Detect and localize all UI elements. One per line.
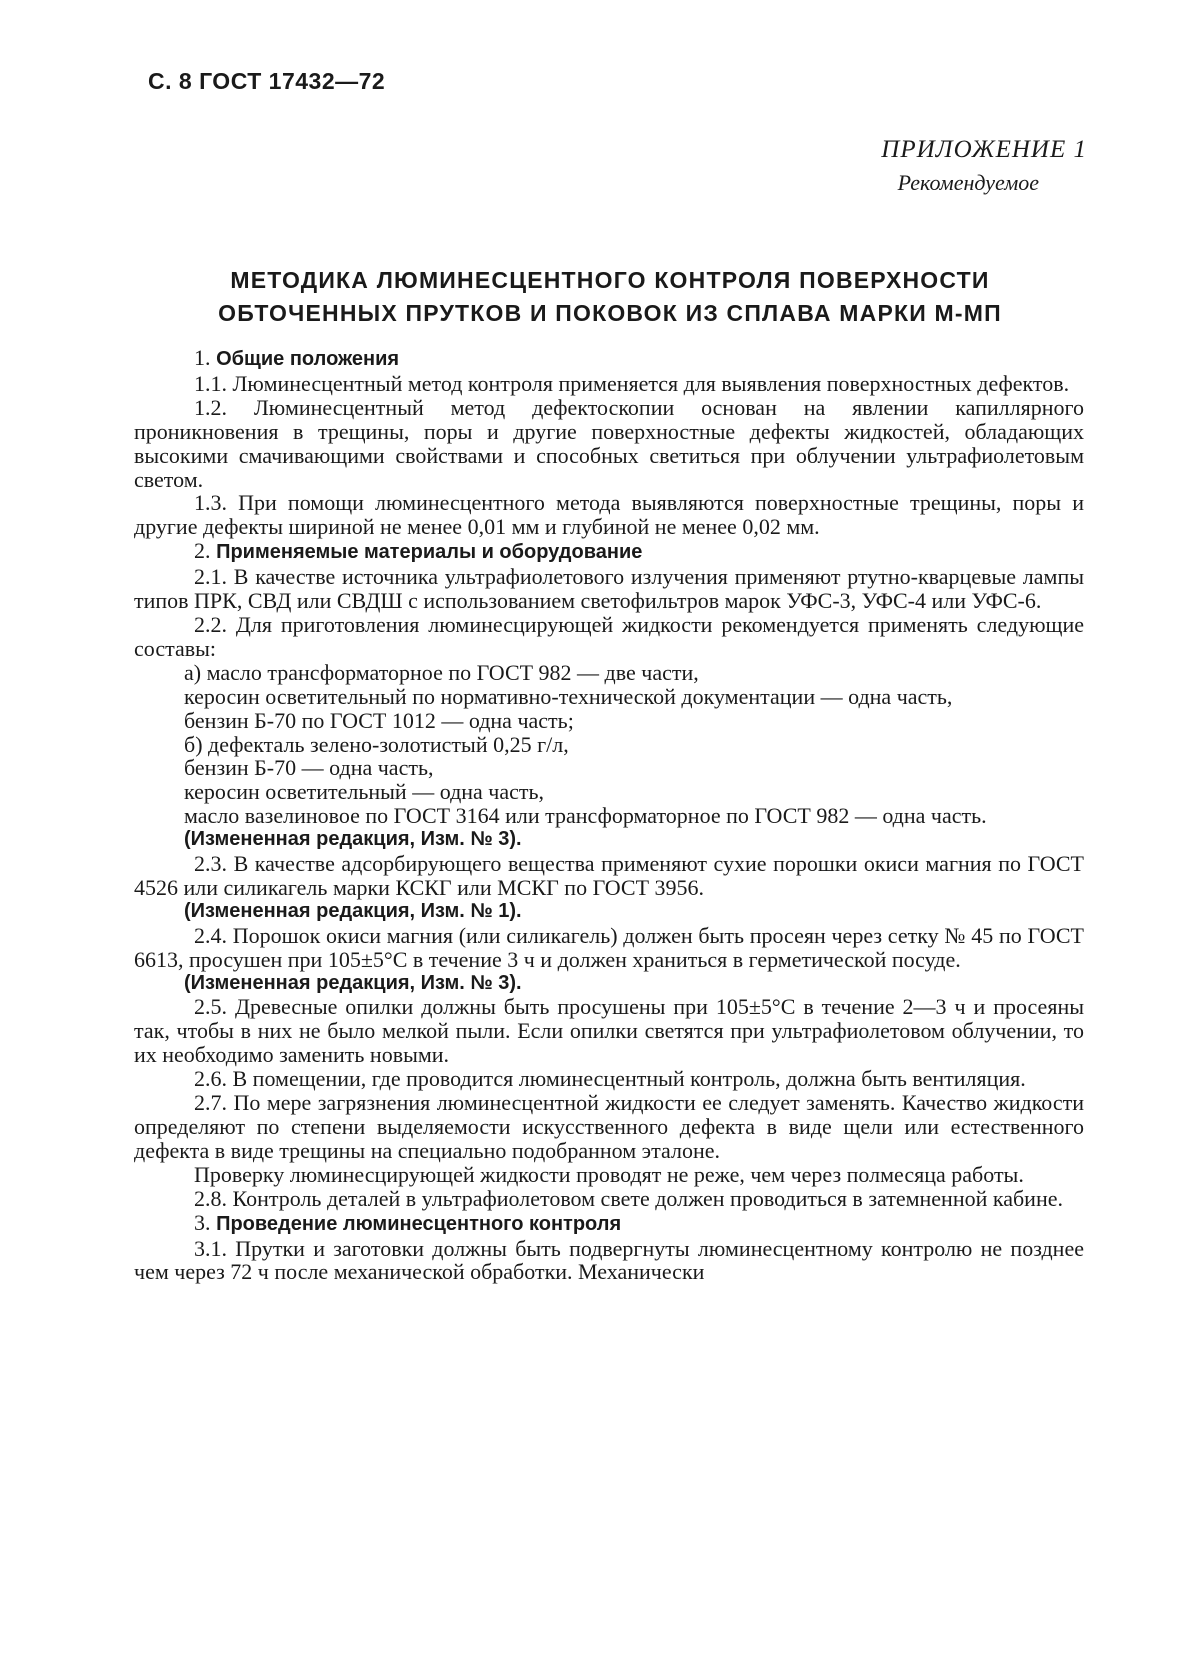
list-item: а) масло трансформаторное по ГОСТ 982 — две части, [184, 659, 699, 685]
appendix-label [881, 136, 1087, 196]
section-title: Применяемые материалы и оборудование [216, 541, 643, 564]
document-body [134, 346, 1084, 1284]
paragraph-2-7-b: Проверку люминесцирующей жидкости проводят не реже, чем через полмесяца работы. [194, 1161, 1024, 1187]
amendment-note: (Измененная редакция, Изм. № 3). [184, 828, 522, 851]
section-number: 1. [194, 345, 211, 370]
paragraph-1-1: 1.1. Люминесцентный метод контроля применяется для выявления поверхностных дефектов. [194, 370, 1070, 396]
title-line-1: МЕТОДИКА ЛЮМИНЕСЦЕНТНОГО КОНТРОЛЯ ПОВЕРХНОСТИ [230, 267, 990, 293]
amendment-note: (Измененная редакция, Изм. № 1). [184, 899, 522, 922]
section-number: 2. [194, 538, 211, 564]
paragraph-1-2: 1.2. Люминесцентный метод дефектоскопии основан на явлении капиллярного проникновения в трещины, поры и другие поверхностные дефекты жидкостей, обладающих высокими смачивающими свойствами и способных светиться при облучении ультрафиолетовым светом. [134, 394, 1084, 492]
section-heading-3 [194, 1211, 1084, 1237]
section-heading-1 [194, 346, 1084, 372]
list-item: масло вазелиновое по ГОСТ 3164 или трансформаторное по ГОСТ 982 — одна часть. [184, 803, 987, 829]
list-item: керосин осветительный по нормативно-технической документации — одна часть, [184, 683, 953, 709]
paragraph-2-3: 2.3. В качестве адсорбирующего вещества применяют сухие порошки окиси магния по ГОСТ 4526 или силикагель марки КСКГ или МСКГ по ГОСТ 3956. [134, 851, 1084, 900]
paragraph-2-4: 2.4. Порошок окиси магния (или силикагель) должен быть просеян через сетку № 45 по ГОСТ 6613, просушен при 105±5°С в течение 3 ч и должен храниться в герметической посуде. [134, 922, 1084, 972]
paragraph-2-8: 2.8. Контроль деталей в ультрафиолетовом свете должен проводиться в затемненной кабине. [194, 1185, 1063, 1211]
paragraph-2-7: 2.7. По мере загрязнения люминесцентной жидкости ее следует заменять. Качество жидкости определяют по степени выделяемости искусственного дефекта в виде щели или естественного дефекта в виде трещины на специально подобранном эталоне. [134, 1090, 1084, 1163]
paragraph-2-1: 2.1. В качестве источника ультрафиолетового излучения применяют ртутно-кварцевые лампы типов ПРК, СВД или СВДШ с использованием светофильтров марок УФС-3, УФС-4 или УФС-6. [134, 564, 1084, 614]
paragraph-1-3: 1.3. При помощи люминесцентного метода выявляются поверхностные трещины, поры и другие дефекты шириной не менее 0,01 мм и глубиной не менее 0,02 мм. [134, 490, 1084, 540]
appendix-status: Рекомендуемое [897, 170, 1039, 195]
section-title: Проведение люминесцентного контроля [216, 1212, 622, 1235]
paragraph-3-1: 3.1. Прутки и заготовки должны быть подвергнуты люминесцентному контролю не позднее чем через 72 ч после механической обработки. Механически [134, 1235, 1084, 1285]
paragraph-2-2: 2.2. Для приготовления люминесцирующей жидкости рекомендуется применять следующие составы: [134, 611, 1084, 661]
document-title [110, 264, 1110, 330]
paragraph-2-5: 2.5. Древесные опилки должны быть просушены при 105±5°С в течение 2—3 ч и просеяны так, чтобы в них не было мелкой пыли. Если опилки светятся при ультрафиолетовом облучении, то их необходимо заменить новыми. [134, 994, 1084, 1068]
list-item: керосин осветительный — одна часть, [184, 779, 545, 805]
page-header: С. 8 ГОСТ 17432—72 [148, 68, 386, 94]
list-item: бензин Б-70 — одна часть, [184, 755, 434, 781]
section-heading-2 [194, 539, 1084, 565]
section-number: 3. [194, 1209, 211, 1235]
amendment-note: (Измененная редакция, Изм. № 3). [184, 971, 522, 994]
appendix-number: ПРИЛОЖЕНИЕ 1 [881, 136, 1087, 163]
list-item: бензин Б-70 по ГОСТ 1012 — одна часть; [184, 707, 574, 733]
list-item: б) дефекталь зелено-золотистый 0,25 г/л, [184, 731, 569, 757]
title-line-2: ОБТОЧЕННЫХ ПРУТКОВ И ПОКОВОК ИЗ СПЛАВА МАРКИ М-МП [218, 300, 1002, 326]
section-title: Общие положения [216, 348, 400, 370]
paragraph-2-6: 2.6. В помещении, где проводится люминесцентный контроль, должна быть вентиляция. [194, 1066, 1026, 1092]
